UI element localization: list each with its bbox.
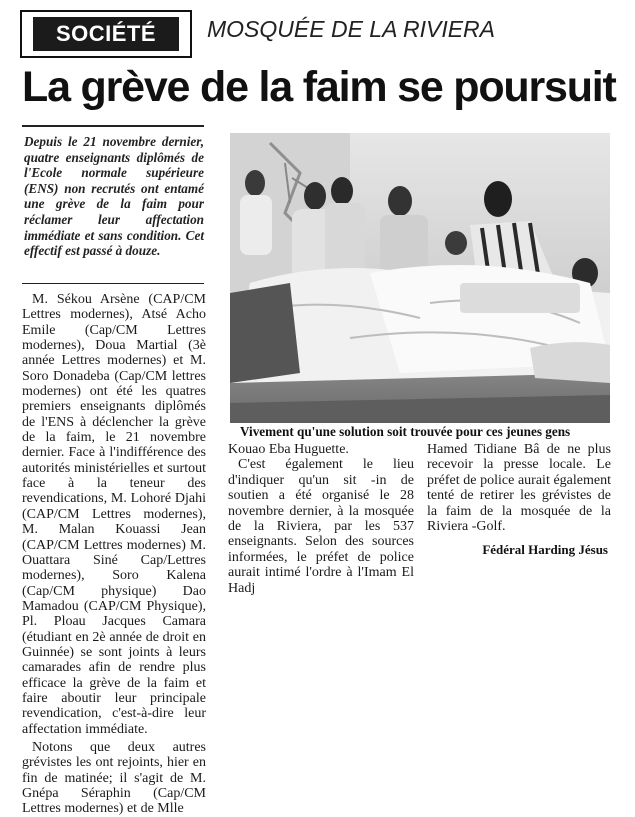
section-label: SOCIÉTÉ (33, 17, 179, 51)
article-column-1 (22, 292, 206, 817)
body-paragraph-5: Hamed Tidiane Bâ de ne plus recevoir la presse locale. Le préfet de police aurait également tenté de retirer les grévistes de la faim de la mosquée de la Riviera -Golf. (427, 442, 611, 535)
photo-caption: Vivement qu'une solution soit trouvée pour ces jeunes gens (240, 424, 571, 439)
article-photo (230, 133, 610, 423)
body-paragraph-4: C'est également le lieu d'indiquer qu'un sit -in de soutien a été organisé le 28 novembre dernier, à la mosquée de la Riviera, par les 537 enseignants. Selon des sources informées, le préfet de police aurait intimé l'ordre à l'Imam El Hadj (228, 457, 414, 596)
lead-bottom-rule (22, 283, 204, 284)
article-column-2 (228, 442, 414, 596)
headline: La grève de la faim se poursuit (22, 63, 616, 111)
hunger-strikers-photo (230, 133, 610, 423)
body-paragraph-2: Notons que deux autres grévistes les ont rejoints, hier en fin de matinée; il s'agit de M. Gnépa Séraphin (Cap/CM Lettres modernes) et de Mlle (22, 739, 206, 817)
body-paragraph-3: Kouao Eba Huguette. (228, 442, 349, 457)
author-byline: Fédéral Harding Jésus (482, 542, 608, 557)
lead-paragraph: Depuis le 21 novembre dernier, quatre enseignants diplômés de l'Ecole normale supérieure (ENS) non recrutés ont entamé une grève de la faim pour réclamer leur affectation immédiate et sans condition. Cet effectif est passé à douze. (24, 134, 204, 259)
kicker: MOSQUÉE DE LA RIVIERA (207, 16, 495, 42)
article-column-3 (427, 442, 611, 534)
body-paragraph-1: M. Sékou Arsène (CAP/CM Lettres modernes), Atsé Acho Emile (Cap/CM Lettres modernes), Doua Martial (3è année Lettres modernes) et M. Soro Donadeba (Cap/CM lettres modernes) ont été les quatres premiers enseignants diplômés de l'ENS à déclencher la grève de la faim, le 21 novembre dernier. Face à l'indifférence des autorités ministérielles et surtout face à la teneur des revendications, M. Lohoré Djahi (CAP/CM Lettres modernes), M. Malan Kouassi Jean (CAP/CM Lettres modernes) M. Ouattara Siné Cap/Lettres modernes), Soro Kalena (Cap/CM physique) Dao Mamadou (CAP/CM Physique), Pl. Ploau Jacques Camara (étudiant en 2è année de droit en Guinnée) se sont joints à leurs camarades afin de rendre plus efficace la grève de la faim et faire aboutir leur principale revendication, c'est-à-dire leur affectation immédiate. (22, 292, 206, 737)
section-label-box (20, 10, 192, 58)
lead-top-rule (22, 125, 204, 127)
